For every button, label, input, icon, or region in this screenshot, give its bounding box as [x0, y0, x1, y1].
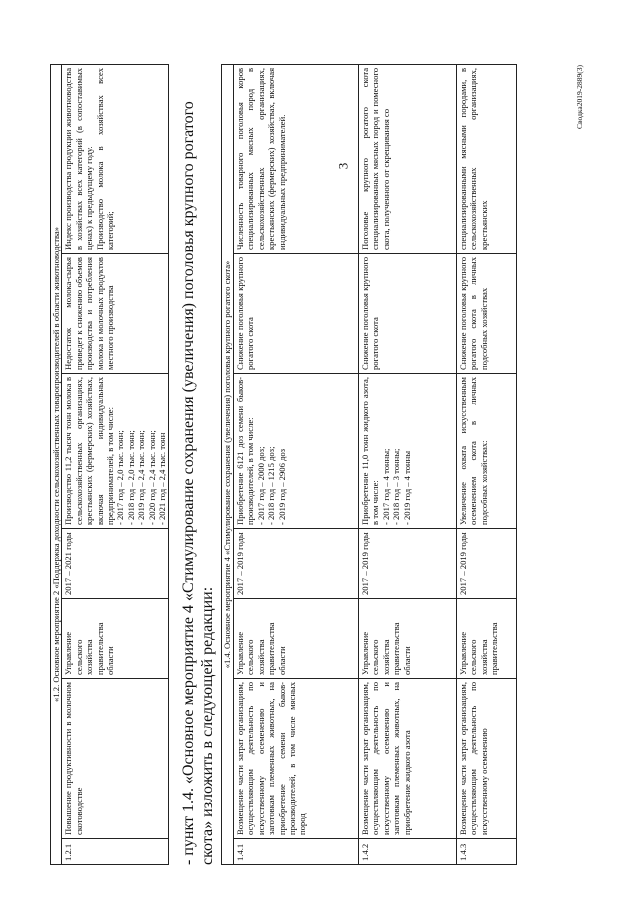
- responsible-org: Управление сельского хозяйства правительства: [456, 599, 516, 679]
- responsible-org: Управление сельского хозяйства правительства области: [358, 599, 456, 679]
- program-table-main: [221, 64, 516, 865]
- problem-consequence: Снижение поголовья крупного рогатого скота в личных подсобных хозяйствах: [456, 254, 516, 374]
- row-number: 1.2.1: [62, 839, 169, 865]
- measure-name: Возмещение части затрат организациям, осуществляющим деятельность по искусственному осеменению и заготовкам племенных животных, на приобретение жидкого азота: [358, 679, 456, 839]
- row-number: 1.4.3: [456, 839, 516, 865]
- section-title-1-2: «1.2. Основное мероприятие 2 «Поддержка доходности сельскохозяйственных товаропроизводителей в области животноводства»: [51, 64, 62, 864]
- indicator: специализированными мясными породами, в сельскохозяйственных организациях, крестьянских: [456, 64, 516, 253]
- term: 2017 – 2019 годы: [233, 529, 358, 599]
- table-row: [358, 64, 456, 864]
- row-number: 1.4.2: [358, 839, 456, 865]
- page-number: 3: [335, 162, 351, 170]
- measure-name: Возмещение части затрат организациям, осуществляющим деятельность по искусственному осеменению: [456, 679, 516, 839]
- expected-result: Производство 11,2 тысяч тонн молока в сельскохозяйственных организациях, крестьянских (фермерских) хозяйствах, включая индивидуальных предпринимателей, в том числе: - 2017 год – 2,0 тыс. тонн; - 2018 год – 2,0 тыс. тонн; - 2019 год – 2,4 тыс. тонн; - 2020 год – 2,4 тыс. тонн; - 2021 год – 2,4 тыс. тонн: [62, 374, 169, 529]
- table-row: [233, 64, 358, 864]
- rotated-page-content: [50, 65, 590, 865]
- measure-name: Повышение продуктивности в молочном скотоводстве: [62, 679, 169, 839]
- row-number: 1.4.1: [233, 839, 358, 865]
- expected-result: Приобретение 11,0 тонн жидкого азота, в том числе: - 2017 год – 4 тонны; - 2018 год – 3 тонны; - 2019 год – 4 тонны: [358, 374, 456, 529]
- table-row: [62, 64, 169, 864]
- indicator: Численность товарного поголовья коров специализированных мясных пород в сельскохозяйственных организациях, крестьянских (фермерских) хозяйствах, включая индивидуальных предпринимателей.: [233, 64, 358, 253]
- indicator: Индекс производства продукции животноводства в хозяйствах всех категорий (в сопоставимых ценах) к предыдущему году. Производство молока в хозяйствах всех категорий;: [62, 64, 169, 253]
- program-table-top: [50, 64, 169, 865]
- term: 2017 – 2019 годы: [358, 529, 456, 599]
- document-code: Сводка2019-2889(3): [575, 65, 584, 129]
- measure-name: Возмещение части затрат организациям, осуществляющим деятельность по искусственному осеменению и заготовкам племенных животных, на приобретение семени быков-производителей, в том числе мясных пород: [233, 679, 358, 839]
- indicator: Поголовье крупного рогатого скота специализированных мясных пород и помесного скота, полученного от скрещивания со: [358, 64, 456, 253]
- amendment-heading: [179, 65, 217, 865]
- expected-result: Приобретение 6121 доз семени быков-производителей, в том числе: - 2017 год – 2000 доз; - 2018 год – 1215 доз; - 2019 год – 2906 доз: [233, 374, 358, 529]
- term: 2017 – 2019 годы: [456, 529, 516, 599]
- problem-consequence: Снижение поголовья крупного рогатого скота: [358, 254, 456, 374]
- responsible-org: Управление сельского хозяйства правительства области: [233, 599, 358, 679]
- amendment-heading-line-2: скота» изложить в следующей редакции:: [199, 586, 217, 865]
- section-title-1-4: «1.4. Основное мероприятие 4 «Стимулирование сохранения (увеличения) поголовья крупного рогатого скота»: [222, 64, 233, 864]
- table-row: [456, 64, 516, 864]
- problem-consequence: Недостаток молока-сырья приведет к снижению объемов производства и потребления молока и молочных продуктов местного производства: [62, 254, 169, 374]
- problem-consequence: Снижение поголовья крупного рогатого скота: [233, 254, 358, 374]
- amendment-heading-line-1: - пункт 1.4. «Основное мероприятие 4 «Стимулирование сохранения (увеличения) поголовья крупного рогатого: [180, 101, 198, 865]
- expected-result: Увеличение охвата искусственным осеменением скота в личных подсобных хозяйствах:: [456, 374, 516, 529]
- term: 2017 – 2021 годы: [62, 529, 169, 599]
- responsible-org: Управление сельского хозяйства правительства области: [62, 599, 169, 679]
